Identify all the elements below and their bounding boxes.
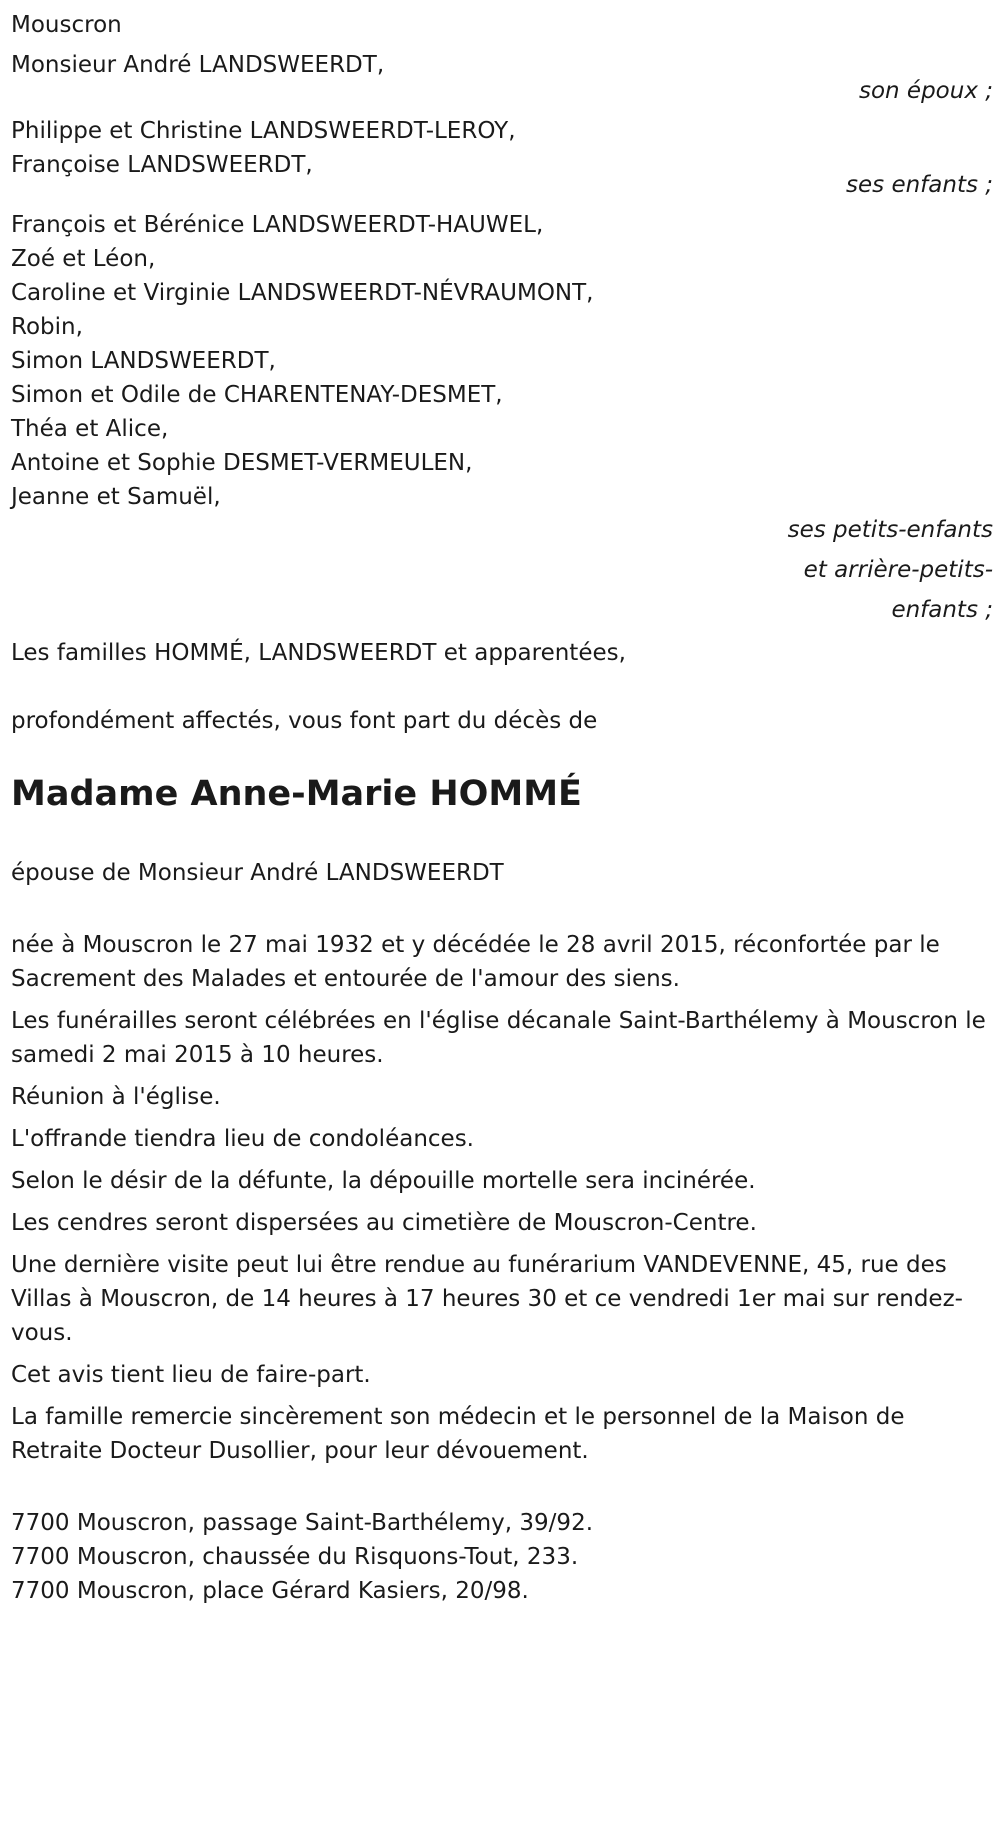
grandchild-line: Jeanne et Samuël,	[11, 484, 221, 510]
grandchildren-role-line: et arrière-petits-	[803, 557, 993, 583]
child-line: Philippe et Christine LANDSWEERDT-LEROY,	[11, 118, 516, 144]
grandchild-line: François et Bérénice LANDSWEERDT-HAUWEL,	[11, 212, 544, 238]
paragraph-birth-death: née à Mouscron le 27 mai 1932 et y décédée le 28 avril 2015, réconfortée par le Sacrement des Malades et entourée de l'amour des siens.	[11, 932, 940, 992]
child-line: Françoise LANDSWEERDT,	[11, 152, 313, 178]
paragraph-ashes: Les cendres seront dispersées au cimetière de Mouscron-Centre.	[11, 1210, 757, 1236]
obituary-notice	[11, 8, 996, 1608]
grandchild-line: Caroline et Virginie LANDSWEERDT-NÉVRAUMONT,	[11, 280, 594, 306]
grandchild-line: Antoine et Sophie DESMET-VERMEULEN,	[11, 450, 473, 476]
grandchild-line: Zoé et Léon,	[11, 246, 156, 272]
grandchild-line: Robin,	[11, 314, 83, 340]
grandchild-line: Théa et Alice,	[11, 416, 169, 442]
address-line: 7700 Mouscron, chaussée du Risquons-Tout, 233.	[11, 1544, 579, 1570]
spouse-role: son époux ;	[858, 78, 993, 104]
grandchild-line: Simon et Odile de CHARENTENAY-DESMET,	[11, 382, 503, 408]
grandchild-line: Simon LANDSWEERDT,	[11, 348, 276, 374]
address-line: 7700 Mouscron, place Gérard Kasiers, 20/98.	[11, 1578, 529, 1604]
paragraph-funeral: Les funérailles seront célébrées en l'église décanale Saint-Barthélemy à Mouscron le samedi 2 mai 2015 à 10 heures.	[11, 1008, 986, 1068]
children-role: ses enfants ;	[846, 172, 993, 198]
paragraph-faire-part: Cet avis tient lieu de faire-part.	[11, 1362, 371, 1388]
deceased-spouse-of: épouse de Monsieur André LANDSWEERDT	[11, 860, 504, 886]
paragraph-visit: Une dernière visite peut lui être rendue au funérarium VANDEVENNE, 45, rue des Villas à Mouscron, de 14 heures à 17 heures 30 et ce vendredi 1er mai sur rendez-vous.	[11, 1252, 963, 1346]
grandchildren-role	[11, 510, 996, 630]
paragraph-offering: L'offrande tiendra lieu de condoléances.	[11, 1126, 474, 1152]
paragraph-cremation: Selon le désir de la défunte, la dépouille mortelle sera incinérée.	[11, 1168, 756, 1194]
address-line: 7700 Mouscron, passage Saint-Barthélemy, 39/92.	[11, 1510, 594, 1536]
paragraph-meeting: Réunion à l'église.	[11, 1084, 221, 1110]
families-line: Les familles HOMMÉ, LANDSWEERDT et apparentées,	[11, 640, 626, 666]
announcement-line: profondément affectés, vous font part du décès de	[11, 708, 598, 734]
grandchildren-role-line: enfants ;	[891, 597, 993, 623]
spouse-line: Monsieur André LANDSWEERDT,	[11, 52, 385, 78]
deceased-name: Madame Anne-Marie HOMMÉ	[11, 774, 582, 814]
city-header: Mouscron	[11, 12, 122, 38]
paragraph-thanks: La famille remercie sincèrement son médecin et le personnel de la Maison de Retraite Docteur Dusollier, pour leur dévouement.	[11, 1404, 905, 1464]
grandchildren-role-line: ses petits-enfants	[787, 517, 993, 543]
